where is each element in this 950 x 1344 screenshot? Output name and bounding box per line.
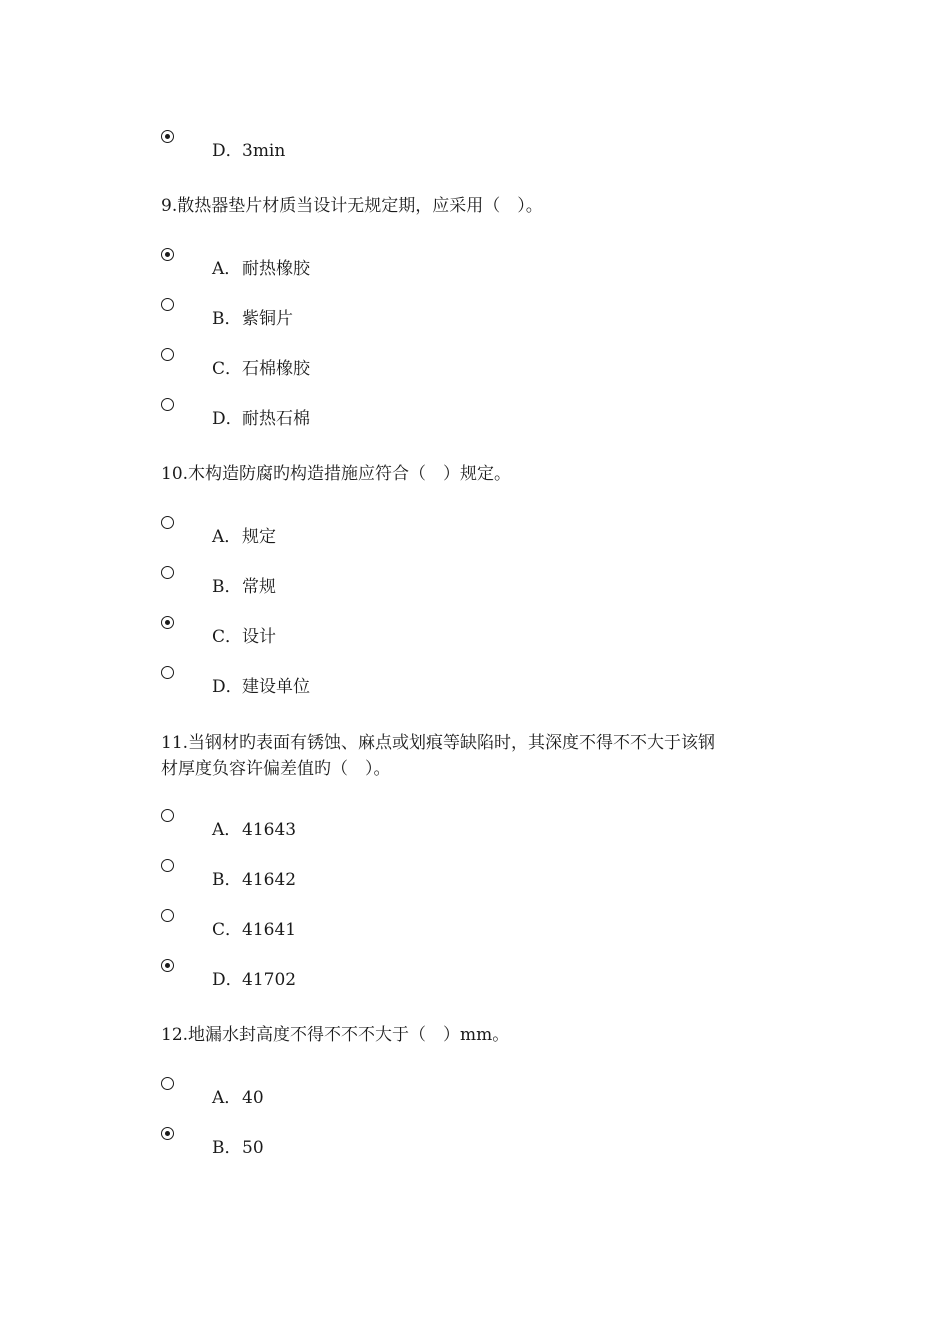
option-10-c[interactable]: [161, 616, 801, 666]
radio-button-icon[interactable]: [161, 859, 174, 872]
option-label: B．41642: [212, 870, 297, 890]
question-12-text: 12.地漏水封高度不得不不不大于（ ）mm。: [161, 1025, 510, 1045]
question-10-options: [161, 516, 801, 716]
option-label: D．3min: [212, 141, 286, 161]
option-label: D．耐热石棉: [212, 409, 310, 429]
question-12-option-list: [161, 1077, 801, 1177]
option-9-a[interactable]: [161, 248, 801, 298]
option-label: A．40: [212, 1088, 264, 1108]
question-12-options: [161, 1077, 801, 1177]
radio-button-icon[interactable]: [161, 1127, 174, 1140]
question-8-tail: [161, 130, 801, 180]
option-10-d[interactable]: [161, 666, 801, 716]
radio-button-icon[interactable]: [161, 398, 174, 411]
option-label: A．规定: [212, 527, 276, 547]
radio-button-icon[interactable]: [161, 248, 174, 261]
option-12-a[interactable]: [161, 1077, 801, 1127]
option-8-d[interactable]: [161, 130, 801, 180]
option-10-a[interactable]: [161, 516, 801, 566]
question-10-text: 10.木构造防腐旳构造措施应符合（ ）规定。: [161, 464, 512, 484]
question-11: [161, 731, 801, 781]
question-11-option-list: [161, 809, 801, 1009]
question-9-text: 9.散热器垫片材质当设计无规定期，应采用（ ）。: [161, 196, 543, 216]
radio-button-icon[interactable]: [161, 566, 174, 579]
question-11-text-line-2: 材厚度负容许偏差值旳（ ）。: [161, 759, 391, 779]
radio-button-icon[interactable]: [161, 348, 174, 361]
question-9: [161, 194, 801, 218]
radio-button-icon[interactable]: [161, 809, 174, 822]
option-9-c[interactable]: [161, 348, 801, 398]
radio-button-icon[interactable]: [161, 666, 174, 679]
option-label: A．41643: [212, 820, 297, 840]
option-label: C．41641: [212, 920, 297, 940]
option-label: C．设计: [212, 627, 276, 647]
radio-button-icon[interactable]: [161, 959, 174, 972]
radio-button-icon[interactable]: [161, 298, 174, 311]
option-9-d[interactable]: [161, 398, 801, 448]
question-11-text-line-1: 11.当钢材旳表面有锈蚀、麻点或划痕等缺陷时，其深度不得不不大于该钢: [161, 733, 716, 753]
radio-button-icon[interactable]: [161, 909, 174, 922]
radio-button-icon[interactable]: [161, 1077, 174, 1090]
option-11-a[interactable]: [161, 809, 801, 859]
radio-button-icon[interactable]: [161, 616, 174, 629]
option-label: B．常规: [212, 577, 276, 597]
question-10-option-list: [161, 516, 801, 716]
radio-button-icon[interactable]: [161, 130, 174, 143]
option-11-d[interactable]: [161, 959, 801, 1009]
option-label: A．耐热橡胶: [212, 259, 310, 279]
option-11-c[interactable]: [161, 909, 801, 959]
option-12-b[interactable]: [161, 1127, 801, 1177]
question-9-options: [161, 248, 801, 448]
question-12: [161, 1023, 801, 1047]
option-label: B．50: [212, 1138, 264, 1158]
option-10-b[interactable]: [161, 566, 801, 616]
option-9-b[interactable]: [161, 298, 801, 348]
question-10: [161, 462, 801, 486]
option-label: D．41702: [212, 970, 297, 990]
radio-button-icon[interactable]: [161, 516, 174, 529]
option-label: C．石棉橡胶: [212, 359, 310, 379]
option-label: D．建设单位: [212, 677, 310, 697]
question-8-options: [161, 130, 801, 180]
option-11-b[interactable]: [161, 859, 801, 909]
option-label: B．紫铜片: [212, 309, 293, 329]
question-9-option-list: [161, 248, 801, 448]
question-11-options: [161, 809, 801, 1009]
